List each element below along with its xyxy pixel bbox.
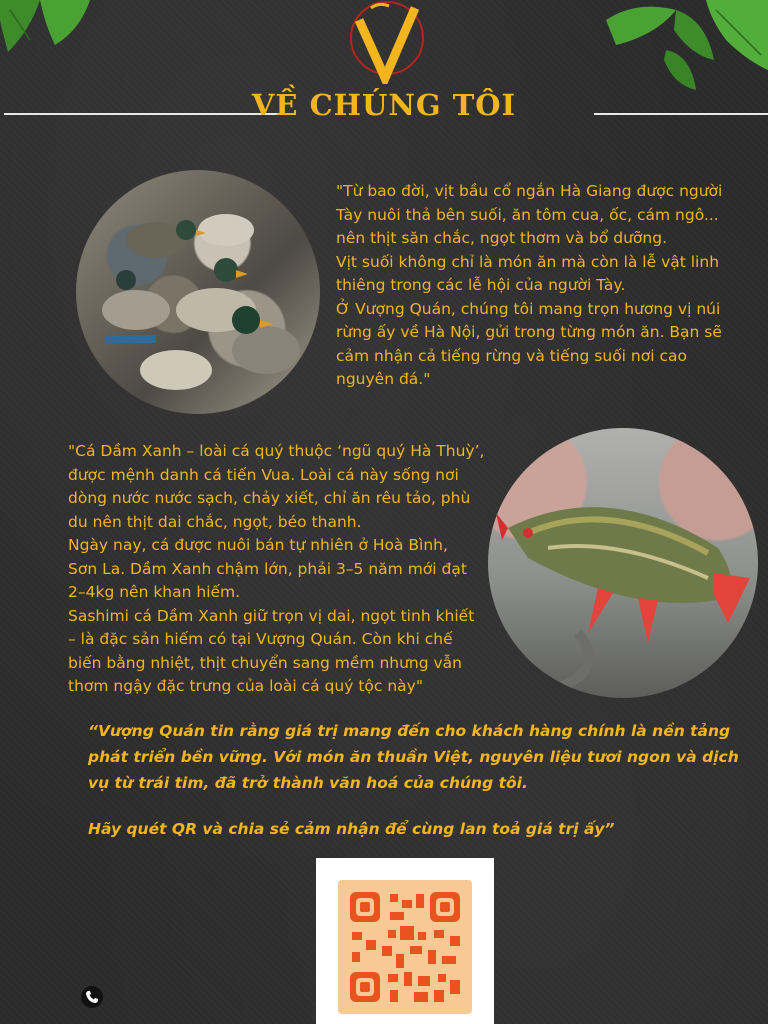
qr-card[interactable] [316,858,494,1024]
duck-line: thiêng trong các lễ hội của người Tày. [336,276,626,294]
fish-line: "Cá Dầm Xanh – loài cá quý thuộc ‘ngũ quý Hà Thuỳ’, [68,442,485,460]
ducks-photo-icon [76,170,320,414]
brand-logo-icon [345,0,429,84]
fish-line: biến bằng nhiệt, thịt chuyển sang mềm nhưng vẫn [68,653,463,672]
leaf-right-icon [596,0,768,100]
phone-icon [85,990,99,1004]
duck-line: cảm nhận cả tiếng rừng và tiếng suối nơi cao [336,346,687,365]
qr-code-icon[interactable] [338,880,472,1014]
duck-line: nguyên đá." [336,370,431,388]
fish-line: thơm ngậy đặc trưng của loài cá quý tộc này" [68,677,423,695]
duck-line: "Từ bao đời, vịt bầu cổ ngắn Hà Giang được người [336,182,723,200]
fish-line: 2–4kg nên khan hiếm. [68,583,241,601]
fish-line: được mệnh danh cá tiến Vua. Loài cá này sống nơi [68,465,459,484]
page-title: VỀ CHÚNG TÔI [251,88,517,122]
fish-photo [488,428,758,698]
closing-statement [88,718,748,842]
fish-line: dòng nước nước sạch, chảy xiết, chỉ ăn rêu tảo, phù [68,489,471,507]
duck-line: nên thịt săn chắc, ngọt thơm và bổ dưỡng. [336,229,668,247]
fish-photo-icon [488,428,758,698]
fish-line: Sơn La. Dầm Xanh chậm lớn, phải 3–5 năm mới đạt [68,559,467,578]
fish-description [68,440,488,699]
duck-description [336,180,746,392]
fish-line: du nên thịt dai chắc, ngọt, béo thanh. [68,512,362,531]
fish-line: – là đặc sản hiếm có tại Vượng Quán. Còn khi chế [68,630,453,648]
fish-line: Sashimi cá Dầm Xanh giữ trọn vị dai, ngọt tinh khiết [68,606,475,625]
duck-line: Tày nuôi thả bên suối, ăn tôm cua, ốc, cám ngô... [336,205,719,224]
ducks-photo [76,170,320,414]
phone-call-button[interactable] [81,986,103,1008]
closing-statement-text: “Vượng Quán tin rằng giá trị mang đến cho khách hàng chính là nền tảng phát triển bền vững. Với món ăn thuần Việt, nguyên liệu tươi ngon và dịch vụ từ trái tim, đã trở thành văn hoá của chúng tôi. [88,722,739,792]
qr-call-to-action: Hãy quét QR và chia sẻ cảm nhận để cùng lan toả giá trị ấy” [88,820,615,838]
duck-line: Vịt suối không chỉ là món ăn mà còn là lễ vật linh [336,252,720,271]
duck-line: Ở Vượng Quán, chúng tôi mang trọn hương vị núi [336,299,721,318]
fish-line: Ngày nay, cá được nuôi bán tự nhiên ở Hoà Bình, [68,536,448,554]
leaf-left-icon [0,0,95,60]
duck-line: rừng ấy về Hà Nội, gửi trong từng món ăn. Bạn sẽ [336,323,722,341]
